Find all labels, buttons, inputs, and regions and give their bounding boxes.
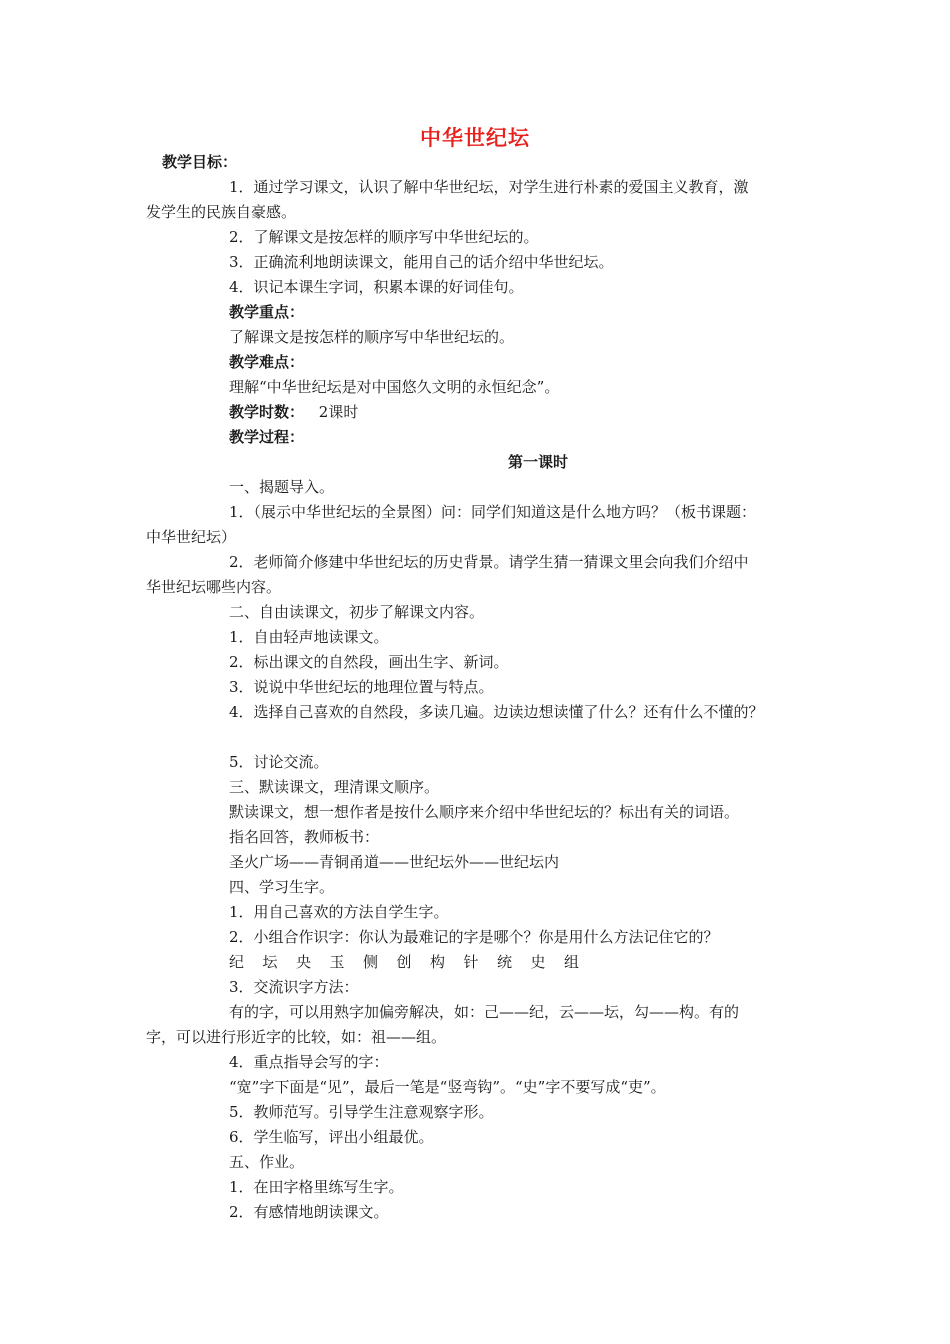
goals-heading: 教学目标： [162,153,238,171]
body-line: 1．在田字格里练写生字。 [229,1178,404,1196]
lesson-heading: 第一课时 [507,453,568,471]
difficulty-heading: 教学难点： [229,353,305,371]
goal-line: 2．了解课文是按怎样的顺序写中华世纪坛的。 [229,228,539,246]
hours-heading: 教学时数： [229,403,305,421]
goal-line: 4．识记本课生字词，积累本课的好词佳句。 [229,278,524,296]
body-line: 有的字，可以用熟字加偏旁解决，如：己——纪，云——坛，勾——构。有的 [229,1003,740,1021]
body-line: 6．学生临写，评出小组最优。 [229,1128,434,1146]
body-line: 3．说说中华世纪坛的地理位置与特点。 [229,678,494,696]
body-line: 字，可以进行形近字的比较，如：祖——组。 [146,1028,447,1046]
body-line: 2．老师简介修建中华世纪坛的历史背景。请学生猜一猜课文里会向我们介绍中 [229,553,749,571]
key-text: 了解课文是按怎样的顺序写中华世纪坛的。 [229,328,515,346]
body-line: 5．教师范写。引导学生注意观察字形。 [229,1103,494,1121]
body-line: 4．重点指导会写的字： [229,1053,389,1071]
section-heading: 二、自由读课文，初步了解课文内容。 [229,603,485,621]
hours-value: 2课时 [318,403,359,421]
new-character: 统 [497,953,513,971]
body-line: 3．交流识字方法： [229,978,359,996]
goal-line: 发学生的民族自豪感。 [146,203,297,221]
new-character: 构 [430,953,446,971]
body-line: 1．（展示中华世纪坛的全景图）问：同学们知道这是什么地方吗？（板书课题： [229,503,757,521]
body-line: 2．标出课文的自然段，画出生字、新词。 [229,653,509,671]
section-heading: 三、默读课文，理清课文顺序。 [229,778,440,796]
new-character: 创 [396,953,412,971]
body-line: 4．选择自己喜欢的自然段，多读几遍。边读边想读懂了什么？还有什么不懂的？ [229,703,764,721]
body-line: 2．有感情地朗读课文。 [229,1203,389,1221]
key-heading: 教学重点： [229,303,305,321]
body-line: 1．用自己喜欢的方法自学生字。 [229,903,449,921]
goal-line: 3．正确流利地朗读课文，能用自己的话介绍中华世纪坛。 [229,253,614,271]
section-heading: 四、学习生字。 [229,878,335,896]
hours-row [229,402,358,422]
new-character: 坛 [262,953,278,971]
section-heading: 一、揭题导入。 [229,478,335,496]
process-heading: 教学过程： [229,428,305,446]
goal-line: 1．通过学习课文，认识了解中华世纪坛，对学生进行朴素的爱国主义教育，激 [229,178,749,196]
document-title: 中华世纪坛 [420,126,530,150]
body-line: 1．自由轻声地读课文。 [229,628,389,646]
body-line: 默读课文，想一想作者是按什么顺序来介绍中华世纪坛的？标出有关的词语。 [229,803,740,821]
body-line: 2．小组合作识字：你认为最难记的字是哪个？你是用什么方法记住它的？ [229,928,719,946]
new-character: 侧 [363,953,379,971]
body-line: 圣火广场——青铜甬道——世纪坛外——世纪坛内 [229,853,560,871]
body-line: 华世纪坛哪些内容。 [146,578,282,596]
new-characters-row [229,952,598,972]
body-line: 5．讨论交流。 [229,753,329,771]
body-line: “宽”字下面是“见”，最后一笔是“竖弯钩”。“史”字不要写成“吏”。 [229,1078,666,1096]
body-line: 中华世纪坛） [146,528,237,546]
new-character: 组 [564,953,580,971]
body-line: 指名回答，教师板书： [229,828,380,846]
new-character: 央 [296,953,312,971]
difficulty-text: 理解“中华世纪坛是对中国悠久文明的永恒纪念”。 [229,378,560,396]
section-heading: 五、作业。 [229,1153,305,1171]
new-character: 玉 [329,953,345,971]
new-character: 针 [463,953,479,971]
new-character: 史 [530,953,546,971]
new-character: 纪 [229,953,245,971]
